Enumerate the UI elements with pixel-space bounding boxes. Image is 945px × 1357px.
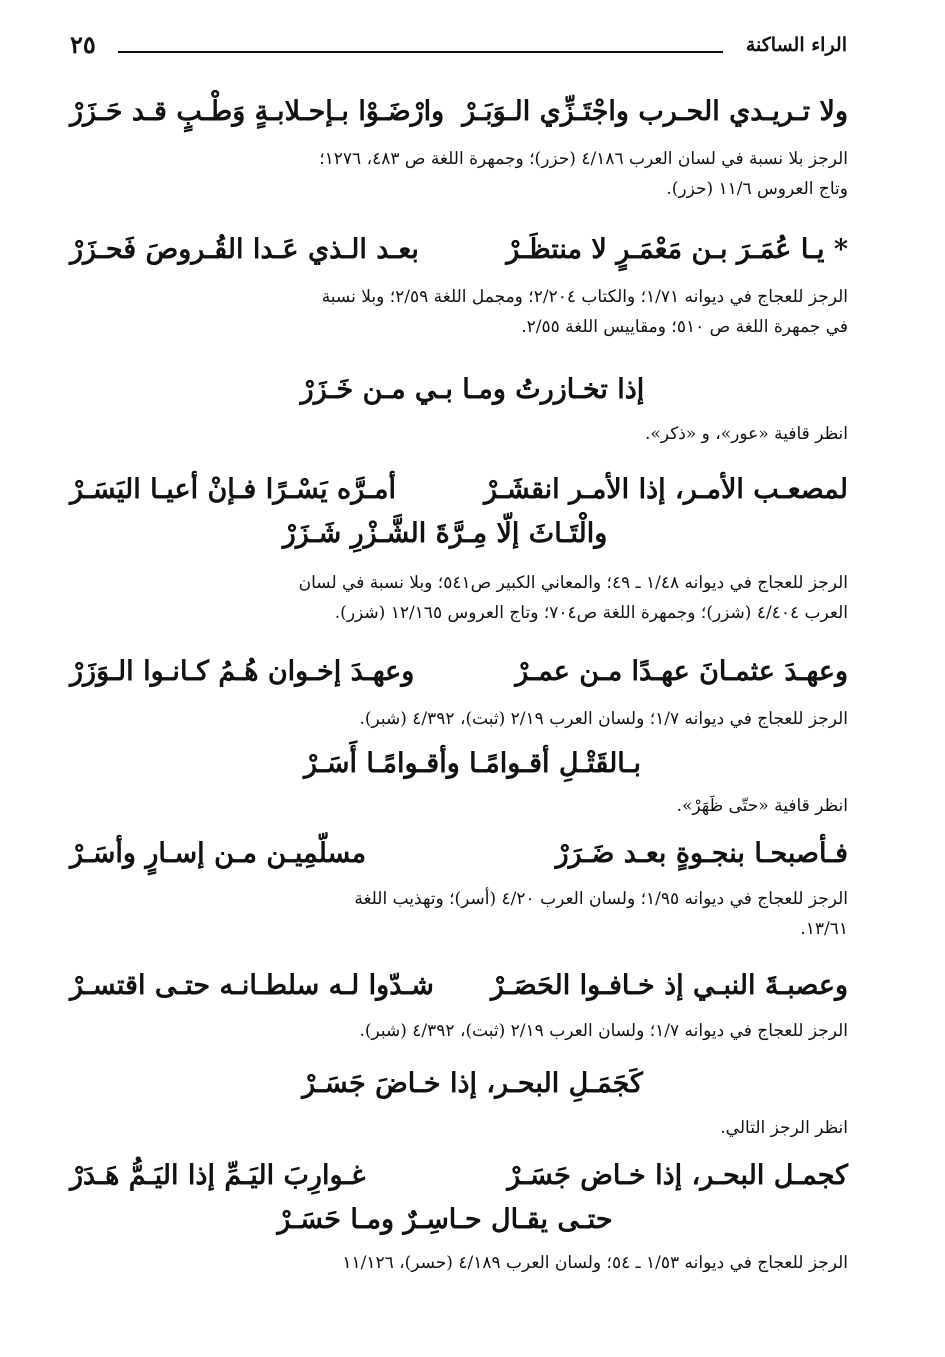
- verse-hemistich-right: لمصعـب الأمـر، إذا الأمـر انقشَـرْ: [484, 474, 848, 505]
- verse-hemistich-left: بعـد الـذي عَـدا القُـروصَ فَحـزَرْ: [70, 234, 419, 265]
- note-line: الرجز للعجاج في ديوانه ١/٩٥؛ ولسان العرب ٤/٢٠ (أسر)؛ وتهذيب اللغة: [354, 889, 848, 909]
- verse-second-line: حتـى يقـال حـاسِـرٌ ومـا حَسَـرْ: [277, 1204, 613, 1235]
- note-line: الرجز للعجاج في ديوانه ١/٧؛ ولسان العرب ٢/١٩ (ثبت)، ٤/٣٩٢ (شبر).: [359, 709, 848, 729]
- verse-hemistich-left: أمـرَّه يَسْـرًا فـإنْ أعيـا اليَسَـرْ: [70, 474, 396, 505]
- verse-note: [70, 704, 848, 734]
- verse-note: [70, 1248, 848, 1278]
- verse-note: [70, 568, 848, 628]
- note-line: وتاج العروس ١١/٦ (حزر).: [666, 179, 848, 199]
- verse-hemistich-left: شـدّوا لـه سلطـانـه حتـى اقتسـرْ: [70, 970, 434, 1001]
- verse-hemistich-right: وعصبـةَ النبـي إذ خـافـوا الحَصَـرْ: [490, 970, 848, 1001]
- cross-reference: انظر قافية «حتّى ظَهَرْ».: [676, 796, 848, 816]
- cross-reference: انظر الرجز التالي.: [720, 1118, 848, 1138]
- note-line: الرجز للعجاج في ديوانه ١/٥٣ ـ ٥٤؛ ولسان العرب ٤/١٨٩ (حسر)، ١١/١٢٦: [342, 1253, 848, 1273]
- cross-reference: انظر قافية «عور»، و «ذكر».: [645, 424, 848, 444]
- note-line: في جمهرة اللغة ص ٥١٠؛ ومقاييس اللغة ٢/٥٥.: [521, 317, 848, 337]
- verse-note: [70, 1016, 848, 1046]
- verse-hemistich-left: وارْضَـوْا بـإحـلابـةٍ وَطْـبٍ قـد حَـزَرْ: [70, 96, 445, 127]
- verse-hemistich-right: * يـا عُمَـرَ بـن مَعْمَـرٍ لا منتظَـرْ: [506, 234, 848, 265]
- page-number: ٢٥: [70, 30, 96, 59]
- verse-single-line: إذا تخـازرتُ ومـا بـي مـن خَـزَرْ: [300, 374, 645, 405]
- running-header-title: الراء الساكنة: [745, 34, 847, 56]
- note-line: العرب ٤/٤٠٤ (شزر)؛ وجمهرة اللغة ص٧٠٤؛ وتاج العروس ١٢/١٦٥ (شزر).: [334, 603, 848, 623]
- verse-hemistich-left: مسلّمِيـن مـن إسـارٍ وأسَـرْ: [70, 838, 367, 869]
- verse-single-line: كَجَمَـلِ البحـر، إذا خـاضَ جَسَـرْ: [302, 1068, 643, 1099]
- verse-note: [70, 144, 848, 204]
- verse-hemistich-right: وعهـدَ عثمـانَ عهـدًا مـن عمـرْ: [515, 656, 848, 687]
- verse-hemistich-right: فـأصبحـا بنجـوةٍ بعـد ضَـرَرْ: [555, 838, 848, 869]
- verse-hemistich-right: ولا تـريـدي الحـرب واجْتَـزِّي الـوَبَـرْ: [462, 96, 848, 127]
- verse-note: [70, 884, 848, 944]
- verse-hemistich-right: كجمـل البحـر، إذا خـاض جَسَـرْ: [507, 1160, 848, 1191]
- note-line: ١٣/٦١.: [800, 919, 848, 939]
- note-line: الرجز للعجاج في ديوانه ١/٤٨ ـ ٤٩؛ والمعاني الكبير ص٥٤١؛ وبلا نسبة في لسان: [298, 573, 848, 593]
- note-line: الرجز للعجاج في ديوانه ١/٧؛ ولسان العرب ٢/١٩ (ثبت)، ٤/٣٩٢ (شبر).: [359, 1021, 848, 1041]
- verse-note: [70, 282, 848, 342]
- note-line: الرجز بلا نسبة في لسان العرب ٤/١٨٦ (حزر)؛ وجمهرة اللغة ص ٤٨٣، ١٢٧٦؛: [319, 149, 848, 169]
- verse-second-line: بـالقَتْـلِ أقـوامًـا وأقـوامًـا أَسَـرْ: [304, 748, 641, 779]
- note-line: الرجز للعجاج في ديوانه ١/٧١؛ والكتاب ٢/٢٠٤؛ ومجمل اللغة ٢/٥٩؛ وبلا نسبة: [321, 287, 848, 307]
- verse-hemistich-left: وعهـدَ إخـوان هُـمُ كـانـوا الـوَزَرْ: [70, 656, 415, 687]
- verse-hemistich-left: غـوارِبَ اليَـمِّ إذا اليَـمُّ هَـدَرْ: [70, 1160, 366, 1191]
- header-rule: [118, 51, 723, 53]
- verse-second-line: والْتَـاثَ إلّا مِـرَّةَ الشَّـزْرِ شَـزَرْ: [282, 518, 608, 549]
